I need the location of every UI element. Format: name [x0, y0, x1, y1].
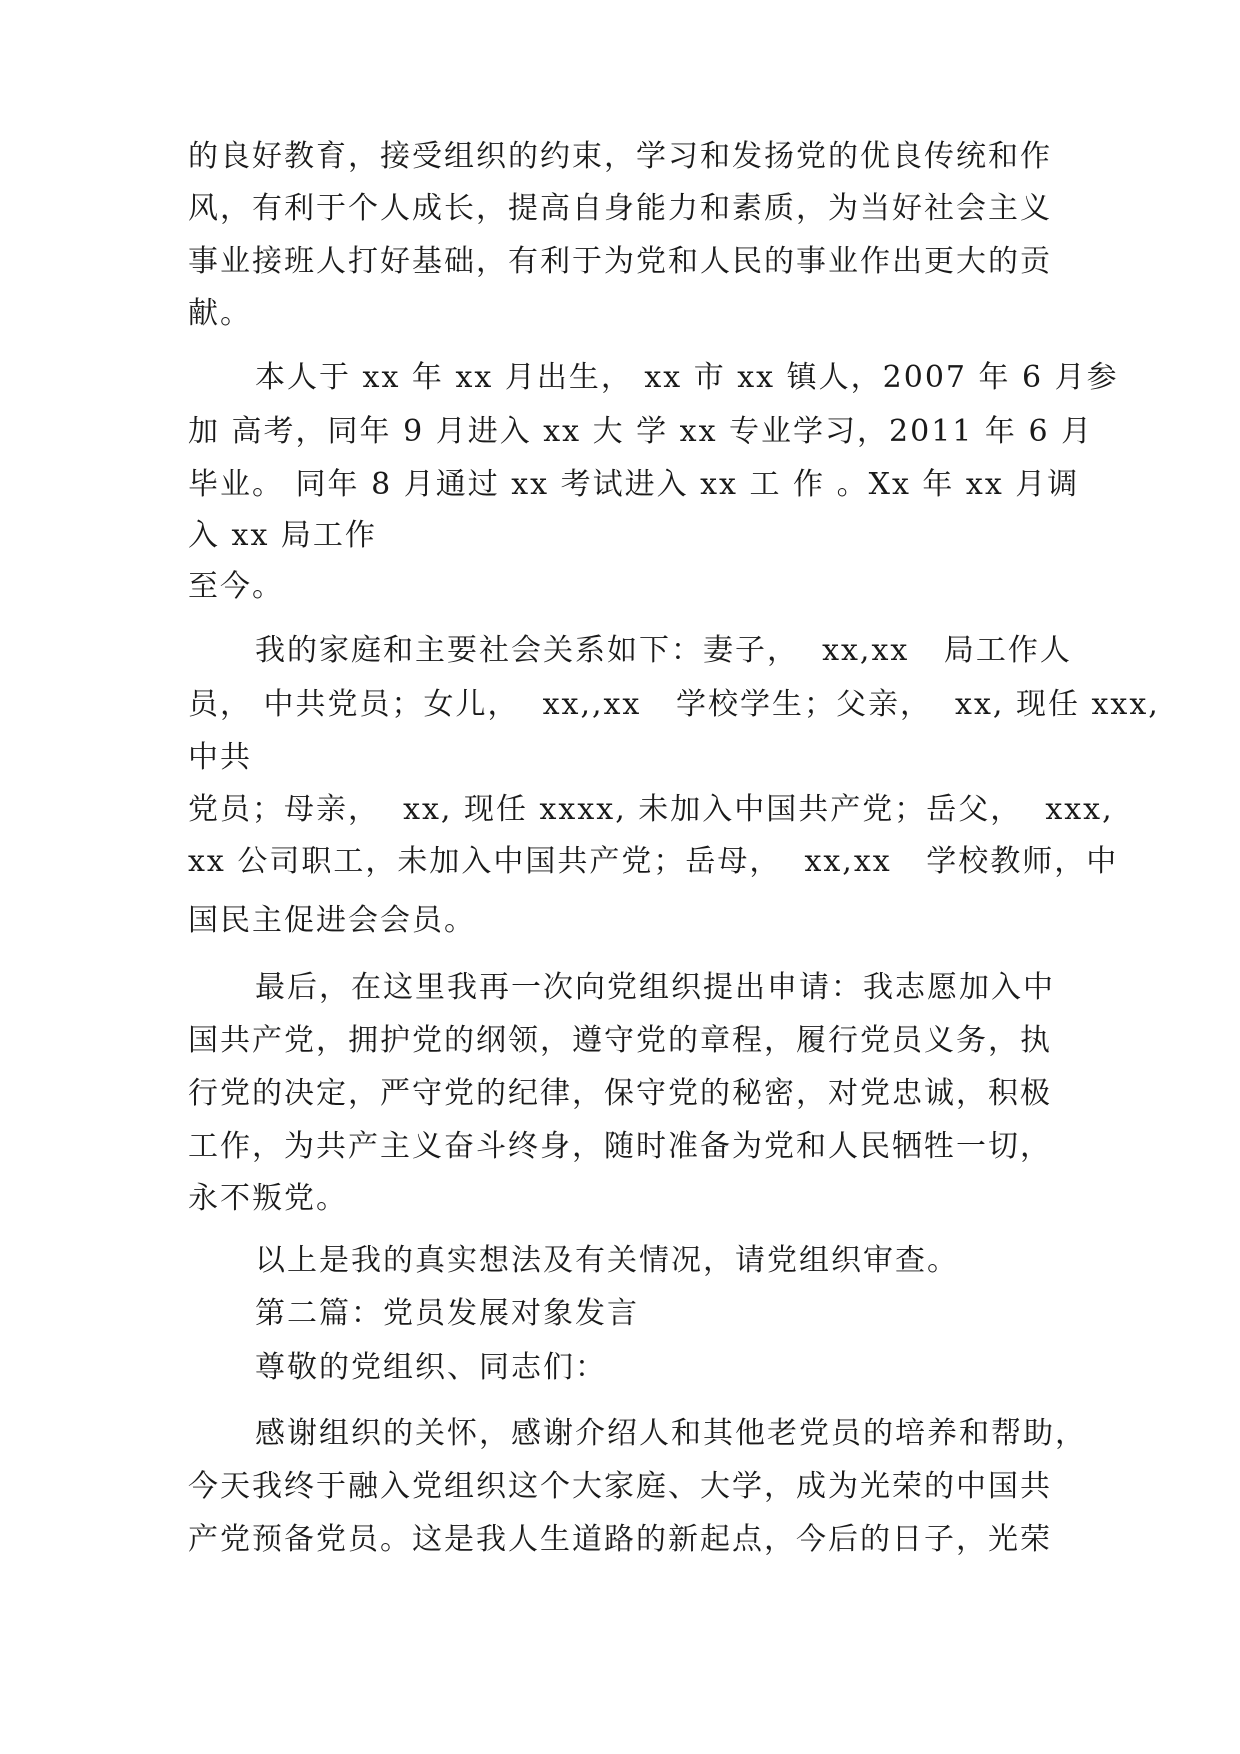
text-line: 风，有利于个人成长，提高自身能力和素质，为当好社会主义 — [188, 191, 1052, 226]
text-line: 永不叛党。 — [188, 1181, 348, 1216]
salutation: 尊敬的党组织、同志们： — [255, 1350, 607, 1385]
text-line: 国共产党，拥护党的纲领，遵守党的章程，履行党员义务，执 — [188, 1023, 1052, 1058]
text-line: 毕业。 同年 8 月通过 xx 考试进入 xx 工 作 。Xx 年 xx 月调 — [188, 467, 1080, 502]
text-line: 献。 — [188, 296, 252, 331]
text-line: 中共 — [188, 740, 252, 775]
text-line: 的良好教育，接受组织的约束，学习和发扬党的优良传统和作 — [188, 139, 1052, 174]
text-line: 工作，为共产主义奋斗终身，随时准备为党和人民牺牲一切， — [188, 1129, 1052, 1164]
text-line: 入 xx 局工作 — [188, 518, 377, 553]
text-line: 以上是我的真实想法及有关情况，请党组织审查。 — [255, 1243, 959, 1278]
text-line: 今天我终于融入党组织这个大家庭、大学，成为光荣的中国共 — [188, 1469, 1052, 1504]
text-line: 产党预备党员。这是我人生道路的新起点，今后的日子，光荣 — [188, 1522, 1052, 1557]
text-line: 事业接班人打好基础，有利于为党和人民的事业作出更大的贡 — [188, 244, 1052, 279]
text-line: 本人于 xx 年 xx 月出生， xx 市 xx 镇人，2007 年 6 月参 — [255, 360, 1119, 395]
text-line: 至今。 — [188, 569, 284, 604]
text-line: 加 高考，同年 9 月进入 xx 大 学 xx 专业学习，2011 年 6 月 — [188, 414, 1094, 449]
text-line: 员， 中共党员；女儿， xx,,xx 学校学生；父亲， xx, 现任 xxx, — [188, 687, 1160, 722]
section-heading: 第二篇：党员发展对象发言 — [255, 1296, 639, 1331]
text-line: 最后，在这里我再一次向党组织提出申请：我志愿加入中 — [255, 970, 1055, 1005]
text-line: 国民主促进会会员。 — [188, 903, 476, 938]
text-line: xx 公司职工，未加入中国共产党；岳母， xx,xx 学校教师，中 — [188, 844, 1119, 879]
text-line: 党员；母亲， xx, 现任 xxxx, 未加入中国共产党；岳父， xxx, — [188, 792, 1114, 827]
text-line: 行党的决定，严守党的纪律，保守党的秘密，对党忠诚，积极 — [188, 1076, 1052, 1111]
text-line: 我的家庭和主要社会关系如下：妻子， xx,xx 局工作人 — [255, 633, 1072, 668]
text-line: 感谢组织的关怀，感谢介绍人和其他老党员的培养和帮助， — [255, 1416, 1087, 1451]
